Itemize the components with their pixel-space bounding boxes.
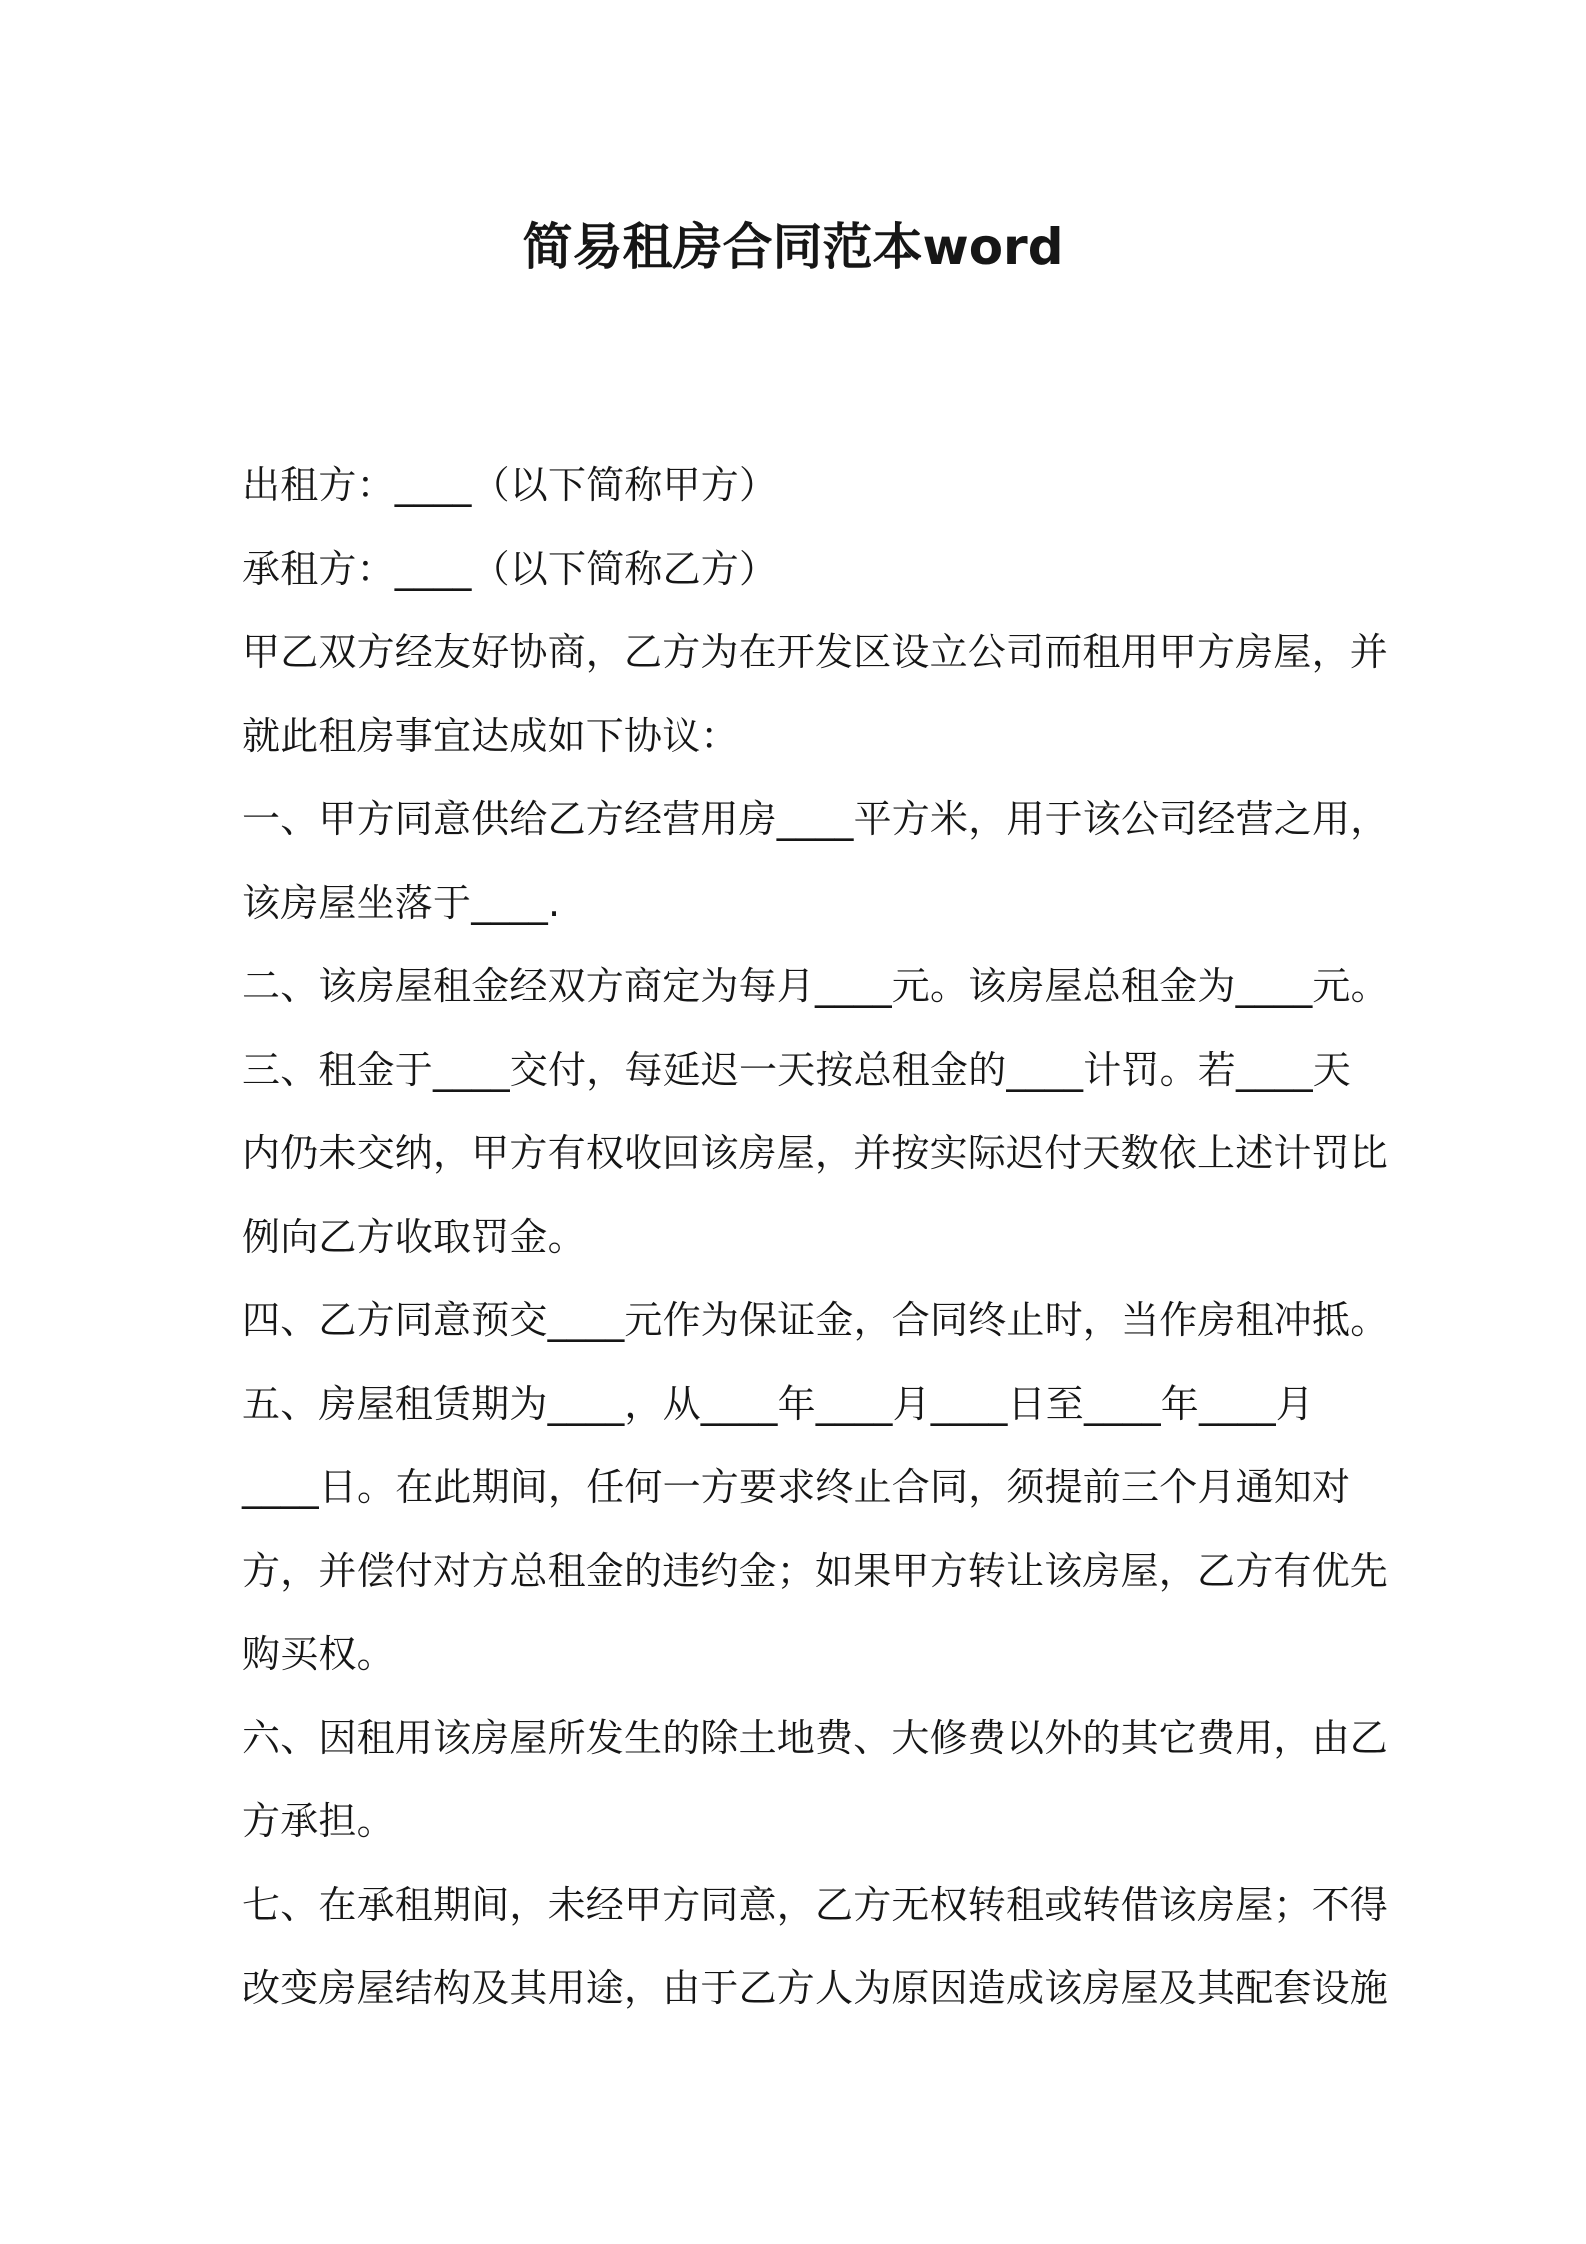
clause-3-line-1: 三、租金于____交付，每延迟一天按总租金的____计罚。若____天 <box>242 1047 1352 1092</box>
preamble-line-2: 就此租房事宜达成如下协议： <box>242 713 739 758</box>
clause-2-line-1: 二、该房屋租金经双方商定为每月____元。该房屋总租金为____元。 <box>242 964 1389 1008</box>
lessor-line: 出租方：____（以下简称甲方） <box>242 463 778 507</box>
clause-6-line-2: 方承担。 <box>242 1799 395 1843</box>
clause-1-line-2: 该房屋坐落于____. <box>242 880 561 925</box>
clause-5-line-3: 方，并偿付对方总租金的违约金；如果甲方转让该房屋，乙方有优先 <box>242 1548 1389 1593</box>
clause-6-line-1: 六、因租用该房屋所发生的除土地费、大修费以外的其它费用，由乙 <box>242 1715 1389 1760</box>
lessee-line: 承租方：____（以下简称乙方） <box>242 546 778 591</box>
document-title: 简易租房合同范本word <box>522 218 1064 276</box>
document-body <box>242 444 1389 2031</box>
clause-7-line-2: 改变房屋结构及其用途，由于乙方人为原因造成该房屋及其配套设施 <box>242 1966 1389 2010</box>
clause-3-line-3: 例向乙方收取罚金。 <box>242 1214 586 1259</box>
clause-5-line-4: 购买权。 <box>242 1632 395 1676</box>
preamble-line-1: 甲乙双方经友好协商，乙方为在开发区设立公司而租用甲方房屋，并 <box>242 630 1389 674</box>
clause-7-line-1: 七、在承租期间，未经甲方同意，乙方无权转租或转借该房屋；不得 <box>242 1882 1389 1927</box>
clause-3-line-2: 内仍未交纳，甲方有权收回该房屋，并按实际迟付天数依上述计罚比 <box>242 1131 1389 1175</box>
clause-1-line-1: 一、甲方同意供给乙方经营用房____平方米，用于该公司经营之用， <box>242 797 1389 841</box>
clause-5-line-1: 五、房屋租赁期为____，从____年____月____日至____年____月 <box>242 1381 1315 1426</box>
clause-5-line-2: ____日。在此期间，任何一方要求终止合同，须提前三个月通知对 <box>242 1465 1351 1509</box>
clause-4-line-1: 四、乙方同意预交____元作为保证金，合同终止时，当作房租冲抵。 <box>242 1298 1389 1342</box>
